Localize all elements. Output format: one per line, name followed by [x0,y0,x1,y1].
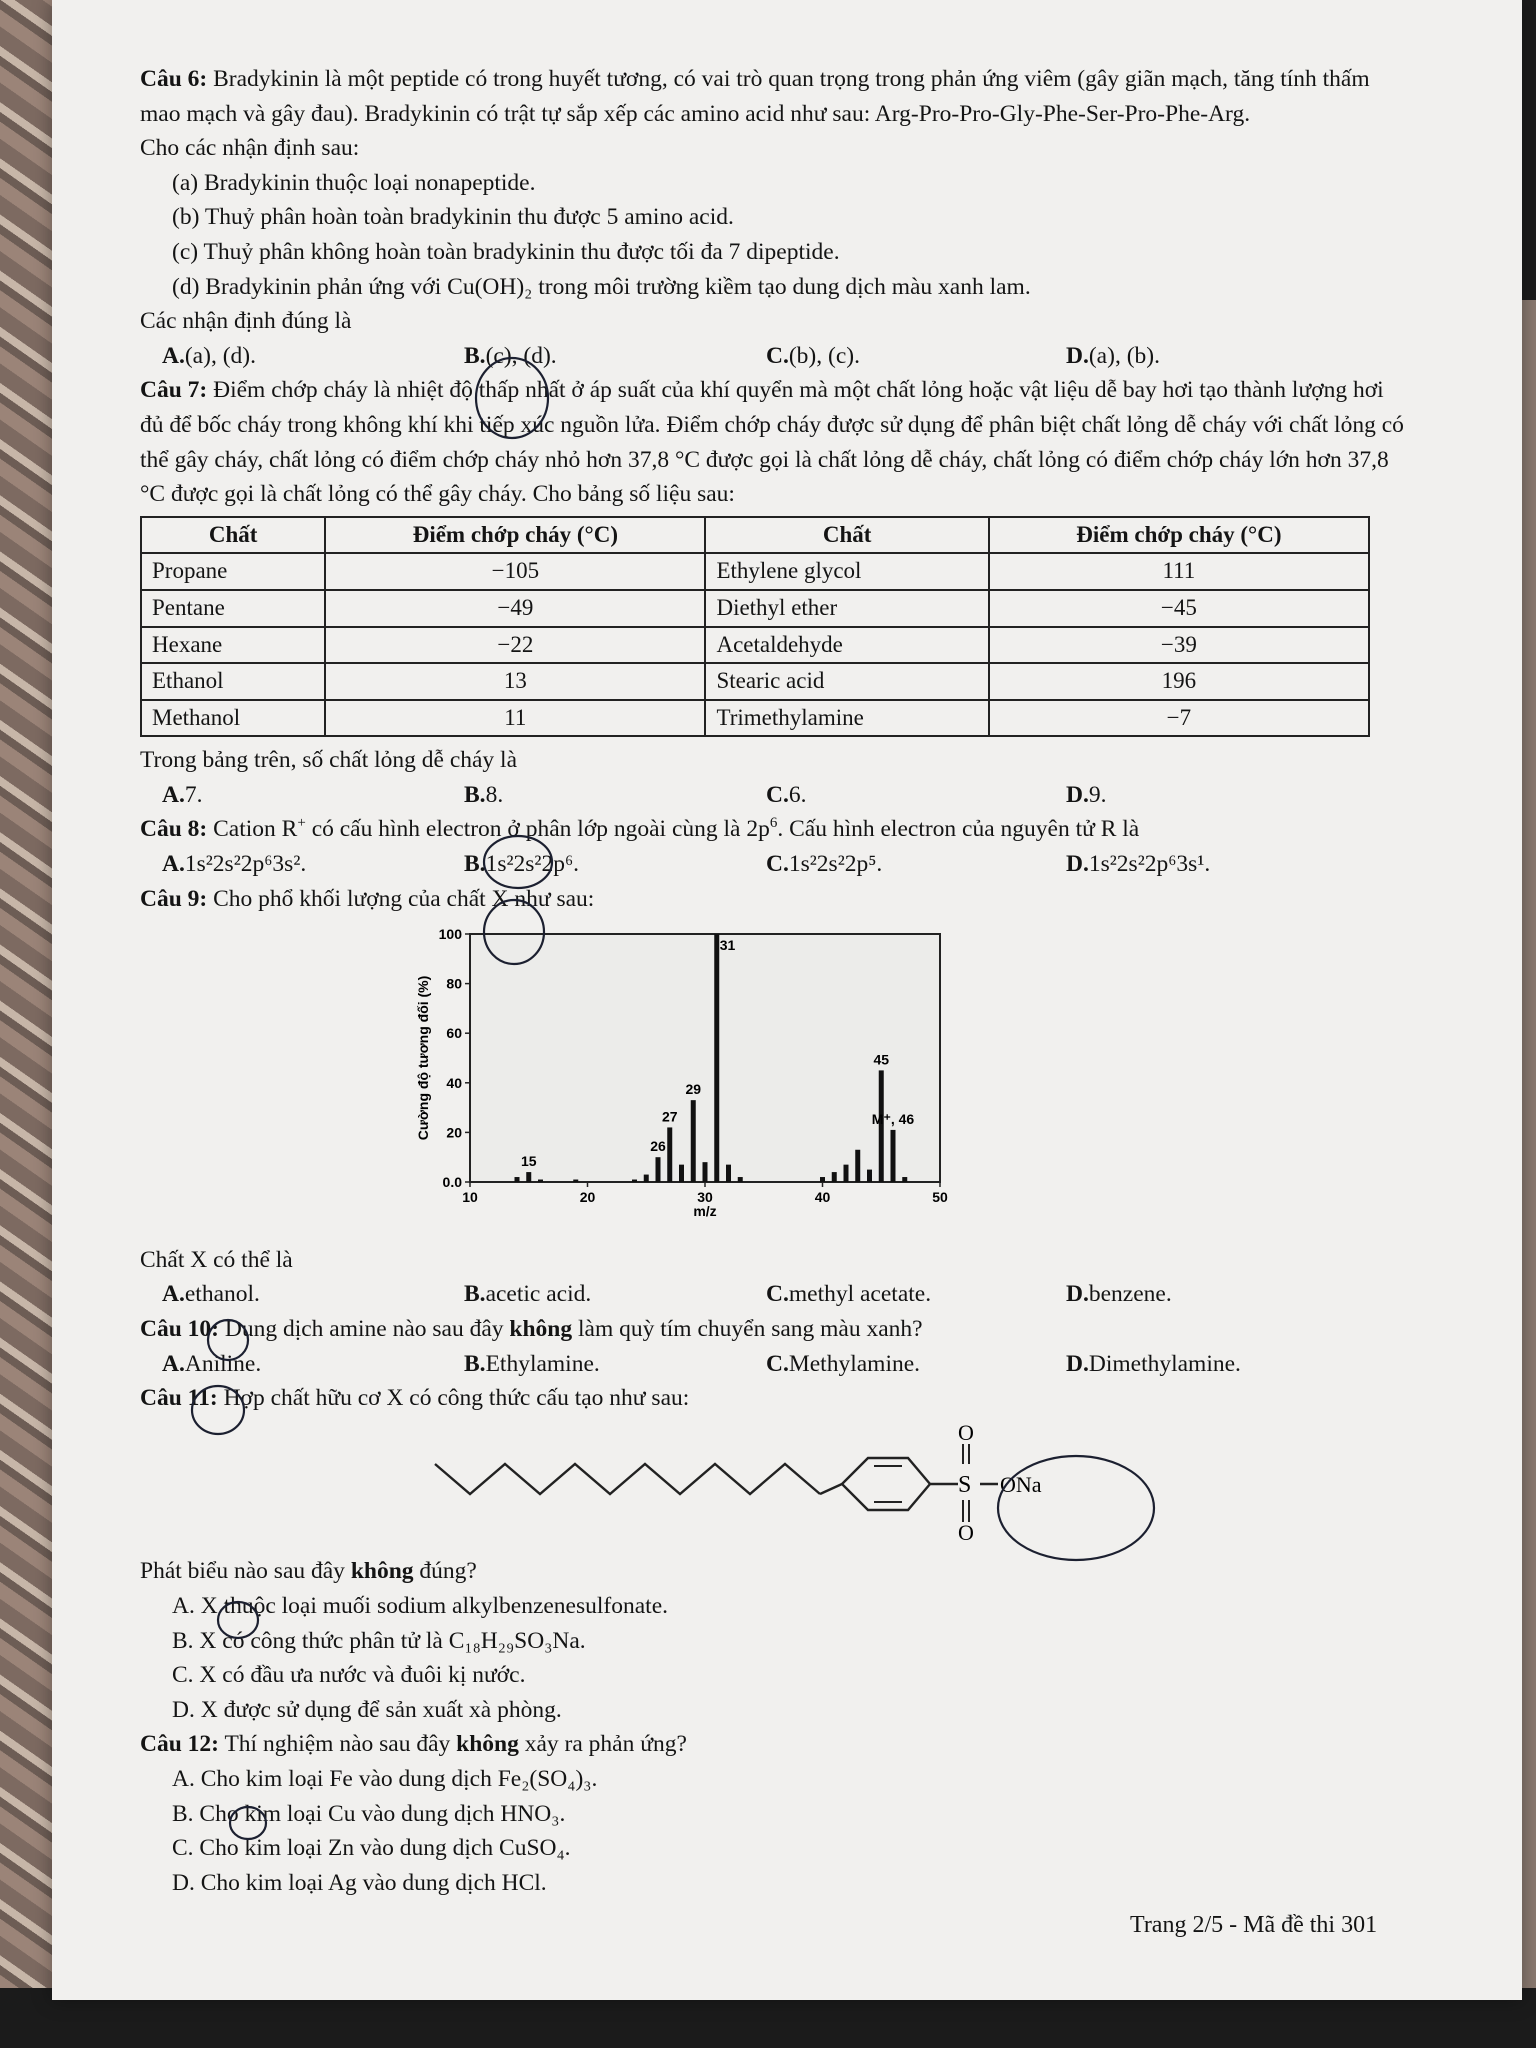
option-text: 1s²2s²2p⁶. [485,851,580,878]
y-tick-label: 80 [446,975,462,992]
table-cell: 13 [325,663,705,700]
option-text: (b), (c). [788,342,860,369]
table-cell: Propane [141,553,325,590]
y-tick-label: 20 [446,1124,462,1141]
answer-circle [230,1807,266,1839]
option-letter: B. [464,851,486,878]
peak-label: 31 [719,937,736,954]
x-tick-label: 10 [462,1189,478,1206]
question-12-body: Thí nghiệm nào sau đây [219,1731,457,1758]
peak-label: 26 [650,1138,666,1155]
option-a[interactable]: A. Cho kim loại Fe vào dung dịch Fe₂(SO₄)₃. [172,1765,598,1792]
option-letter: A. [162,851,185,878]
answer-circle [476,358,548,438]
table-cell: Trimethylamine [705,700,988,737]
option-text: (a), (d). [184,342,256,369]
peak-label: M⁺, 46 [871,1111,915,1128]
sulfur-atom: S [958,1471,972,1498]
option-text: Aniline. [184,1350,262,1377]
page-footer: Trang 2/5 - Mã đề thi 301 [1130,1912,1378,1938]
option-c[interactable]: C. Cho kim loại Zn vào dung dịch CuSO₄. [172,1835,571,1862]
question-6-prompt: Các nhận định đúng là [140,308,352,335]
prompt-text: đúng? [413,1558,477,1585]
x-tick-label: 20 [579,1189,596,1206]
answer-circle [998,1456,1154,1560]
option-letter: D. [1066,342,1089,369]
question-9-body: Cho phổ khối lượng của chất X như sau: [207,885,595,912]
option-letter: B. [464,1350,486,1377]
table-cell: Diethyl ether [705,590,988,627]
peak-label: 15 [520,1153,537,1170]
table-header: Chất [705,517,988,554]
option-text: Ethylamine. [485,1350,600,1377]
y-tick-label: 60 [446,1025,462,1042]
answer-circle [192,1386,244,1434]
option-text: 7. [184,781,203,808]
option-b[interactable]: B. X có công thức phân tử là C₁₈H₂₉SO₃Na. [172,1627,586,1654]
question-10-label: Câu 10: [140,1316,219,1343]
peak-label: 29 [685,1081,702,1098]
question-11-body: Hợp chất hữu cơ X có công thức cấu tạo như sau: [217,1385,690,1412]
question-8-label: Câu 8: [140,816,208,843]
statement-a: (a) Bradykinin thuộc loại nonapeptide. [172,169,536,196]
question-10-body: Dung dịch amine nào sau đây [219,1316,510,1343]
table-cell: −39 [989,627,1369,664]
y-tick-label: 100 [438,926,462,943]
option-text: benzene. [1088,1281,1172,1308]
statement-b: (b) Thuỷ phân hoàn toàn bradykinin thu được 5 amino acid. [172,204,734,231]
question-12-label: Câu 12: [140,1731,219,1758]
question-7-prompt: Trong bảng trên, số chất lỏng dễ cháy là [140,747,518,774]
option-text: acetic acid. [485,1281,592,1308]
option-d[interactable]: D. Cho kim loại Ag vào dung dịch HCl. [172,1869,547,1896]
option-text: 9. [1088,781,1107,808]
option-letter: C. [766,1281,789,1308]
option-text: (a), (b). [1088,342,1160,369]
question-7-body: Điểm chớp cháy là nhiệt độ thấp nhất ở áp suất của khí quyển mà một chất lỏng hoặc vật liệu dễ bay hơi tạo thành lượng hơi đủ để bốc cháy trong không khí khi tiếp xúc nguồn lửa. Điểm chớp cháy được sử dụng để phân biệt chất lỏng dễ cháy với chất lỏng có thể gây cháy, chất lỏng có điểm chớp cháy nhỏ hơn 37,8 °C được gọi là chất lỏng dễ cháy, chất lỏng có điểm chớp cháy lớn hơn 37,8 °C được gọi là chất lỏng có thể gây cháy. Cho bảng số liệu sau: [140,377,1404,508]
statement-d: (d) Bradykinin phản ứng với Cu(OH)₂ trong môi trường kiềm tạo dung dịch màu xanh lam. [172,273,1031,300]
answer-circle [208,1320,248,1360]
option-letter: B. [464,1281,486,1308]
question-6-intro: Cho các nhận định sau: [140,135,360,162]
question-10-body: làm quỳ tím chuyển sang màu xanh? [572,1316,923,1343]
peak-label: 27 [661,1108,678,1125]
table-cell: −49 [325,590,705,627]
table-cell: 11 [325,700,705,737]
y-tick-label: 0.0 [442,1174,462,1191]
option-letter: C. [766,781,789,808]
table-cell: −22 [325,627,705,664]
option-letter: A. [162,1350,185,1377]
table-header: Điểm chớp cháy (°C) [325,517,705,554]
option-text: 8. [485,781,504,808]
table-header: Chất [141,517,325,554]
oxygen-atom: O [958,1423,974,1445]
table-cell: Stearic acid [705,663,988,700]
emphasis-text: không [509,1316,573,1343]
option-c[interactable]: C. X có đầu ưa nước và đuôi kị nước. [172,1662,526,1689]
option-a[interactable]: A. X thuộc loại muối sodium alkylbenzenesulfonate. [172,1593,669,1619]
option-text: 6. [788,781,807,808]
option-letter: A. [162,781,185,808]
table-cell: 111 [989,553,1369,590]
option-letter: D. [1066,851,1089,878]
table-cell: −45 [989,590,1369,627]
emphasis-text: không [350,1558,414,1585]
option-letter: C. [766,342,789,369]
option-letter: C. [766,1350,789,1377]
option-letter: D. [1066,1281,1089,1308]
table-cell: Pentane [141,590,325,627]
ona-group: ONa [1000,1471,1042,1497]
option-text: 1s²2s²2p⁶3s². [184,851,307,878]
table-cell: Acetaldehyde [705,627,988,664]
oxygen-atom: O [958,1519,974,1544]
table-cell: Hexane [141,627,325,664]
statement-c: (c) Thuỷ phân không hoàn toàn bradykinin thu được tối đa 7 dipeptide. [172,238,840,265]
prompt-text: Phát biểu nào sau đây [140,1558,351,1585]
option-letter: D. [1066,781,1089,808]
option-letter: B. [464,781,486,808]
answer-circle [218,1602,258,1638]
question-8-body: . Cấu hình electron của nguyên tử R là [777,816,1140,843]
question-9-label: Câu 9: [140,885,208,912]
emphasis-text: không [456,1731,519,1758]
question-12-body: xảy ra phản ứng? [518,1731,687,1758]
option-text: methyl acetate. [788,1281,932,1308]
question-7-label: Câu 7: [140,377,208,404]
option-letter: A. [162,1281,185,1308]
question-11-label: Câu 11: [140,1385,218,1412]
option-text: ethanol. [184,1281,260,1308]
y-tick-label: 40 [446,1075,462,1092]
option-text: (c), (d). [485,342,557,369]
option-letter: B. [464,342,486,369]
question-9-prompt: Chất X có thể là [140,1246,293,1273]
peak-label: 45 [873,1051,890,1068]
answer-circle [484,900,544,964]
question-8-body: Cation R [207,816,298,843]
option-d[interactable]: D. X được sử dụng để sản xuất xà phòng. [172,1696,562,1723]
question-6-label: Câu 6: [140,66,208,92]
table-cell: Ethanol [141,663,325,700]
question-8-body: có cấu hình electron ở phân lớp ngoài cùng là 2p [305,816,770,843]
x-tick-label: 50 [932,1189,948,1206]
answer-circle [484,836,552,888]
option-letter: D. [1066,1350,1089,1377]
table-cell: 196 [989,663,1369,700]
option-text: Methylamine. [788,1350,921,1377]
question-6-body: Bradykinin là một peptide có trong huyết tương, có vai trò quan trọng trong phản ứng viêm (gây giãn mạch, tăng tính thấm mao mạch và gây đau). Bradykinin có trật tự sắp xếp các amino acid như sau: Arg-Pro-Pro-Gly-Phe-Ser-Pro-Phe-Arg. [140,66,1370,127]
option-letter: A. [162,342,185,369]
x-tick-label: 30 [697,1189,713,1206]
table-cell: −7 [989,700,1369,737]
table-header: Điểm chớp cháy (°C) [989,517,1369,554]
option-letter: C. [766,851,789,878]
charge-superscript: + [297,815,306,832]
option-text: 1s²2s²2p⁶3s¹. [1088,851,1211,878]
table-cell: −105 [325,553,705,590]
x-tick-label: 40 [814,1189,831,1206]
electron-superscript: 6 [769,815,778,832]
option-b[interactable]: B. Cho kim loại Cu vào dung dịch HNO₃. [172,1800,566,1827]
table-cell: Ethylene glycol [705,553,988,590]
x-axis-label: m/z [693,1203,717,1220]
option-text: Dimethylamine. [1088,1350,1241,1377]
table-cell: Methanol [141,700,325,737]
y-axis-label: Cường độ tương đối (%) [415,975,431,1141]
option-text: 1s²2s²2p⁵. [788,851,883,878]
